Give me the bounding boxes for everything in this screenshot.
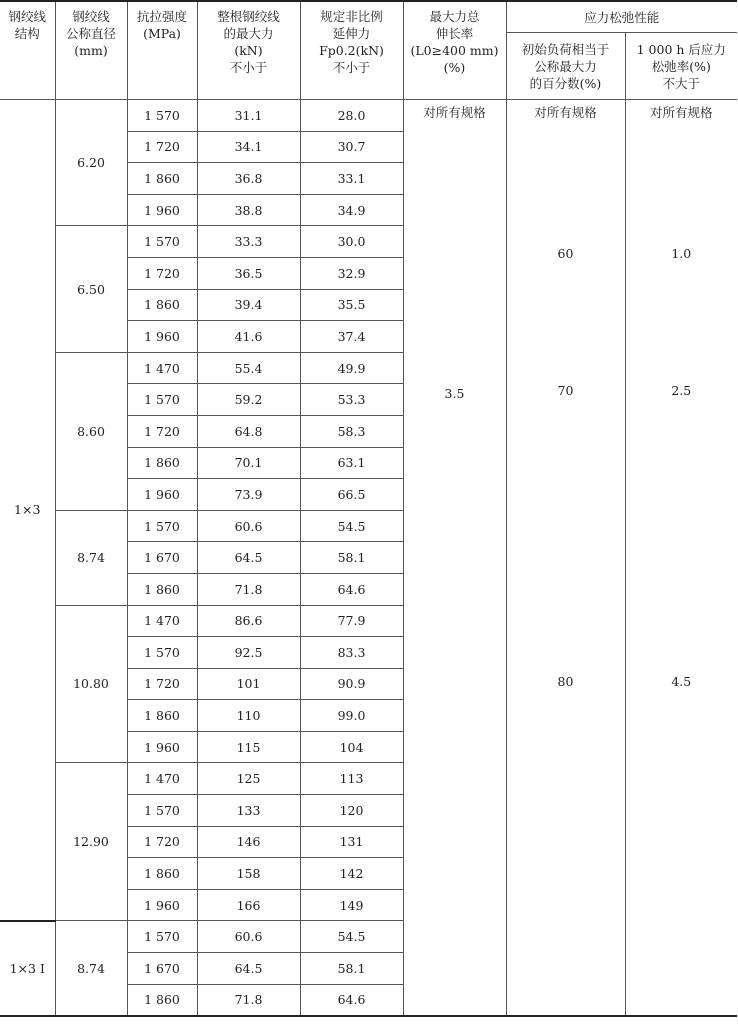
header-initial-load: 初始负荷相当于 公称最大力 的百分数(%) (506, 33, 625, 100)
max-force-cell: 60.6 (197, 510, 300, 542)
max-force-cell: 110 (197, 700, 300, 732)
diameter-cell: 6.50 (55, 226, 127, 352)
relaxation-rate-cell (625, 352, 737, 605)
relaxation-rate-cell (625, 605, 737, 1016)
structure-cell: 1×3 I (0, 921, 55, 1016)
yield-force-cell: 53.3 (300, 384, 403, 416)
max-force-cell: 31.1 (197, 100, 300, 132)
tensile-strength-cell: 1 570 (127, 226, 197, 258)
tensile-strength-cell: 1 720 (127, 415, 197, 447)
yield-force-cell: 149 (300, 889, 403, 921)
diameter-cell: 12.90 (55, 763, 127, 921)
yield-force-cell: 90.9 (300, 668, 403, 700)
tensile-strength-cell: 1 860 (127, 573, 197, 605)
max-force-cell: 101 (197, 668, 300, 700)
diameter-cell: 10.80 (55, 605, 127, 763)
relaxation-rate-value: 1.0 (671, 246, 692, 261)
max-force-cell: 146 (197, 826, 300, 858)
max-force-cell: 71.8 (197, 984, 300, 1016)
header-elongation: 最大力总 伸长率 (L0≥400 mm) (%) (403, 1, 506, 100)
yield-force-cell: 113 (300, 763, 403, 795)
yield-force-cell: 30.7 (300, 131, 403, 163)
tensile-strength-cell: 1 720 (127, 826, 197, 858)
table-body (0, 100, 737, 1017)
max-force-cell: 59.2 (197, 384, 300, 416)
tensile-strength-cell: 1 570 (127, 100, 197, 132)
header-max-force: 整根钢绞线 的最大力 (kN) 不小于 (197, 1, 300, 100)
tensile-strength-cell: 1 860 (127, 447, 197, 479)
max-force-cell: 70.1 (197, 447, 300, 479)
spec-note: 对所有规格 (650, 105, 713, 120)
header-yield-force: 规定非比例 延伸力 Fp0.2(kN) 不小于 (300, 1, 403, 100)
max-force-cell: 64.5 (197, 953, 300, 985)
max-force-cell: 71.8 (197, 573, 300, 605)
yield-force-cell: 99.0 (300, 700, 403, 732)
max-force-cell: 41.6 (197, 321, 300, 353)
yield-force-cell: 66.5 (300, 479, 403, 511)
relaxation-rate-cell (625, 100, 737, 353)
tensile-strength-cell: 1 570 (127, 510, 197, 542)
spec-note: 对所有规格 (534, 105, 597, 120)
tensile-strength-cell: 1 960 (127, 731, 197, 763)
max-force-cell: 73.9 (197, 479, 300, 511)
max-force-cell: 158 (197, 858, 300, 890)
tensile-strength-cell: 1 720 (127, 257, 197, 289)
max-force-cell: 64.5 (197, 542, 300, 574)
tensile-strength-cell: 1 670 (127, 953, 197, 985)
yield-force-cell: 33.1 (300, 163, 403, 195)
initial-load-value: 80 (557, 674, 574, 689)
tensile-strength-cell: 1 960 (127, 479, 197, 511)
diameter-cell: 8.74 (55, 510, 127, 605)
max-force-cell: 166 (197, 889, 300, 921)
yield-force-cell: 32.9 (300, 257, 403, 289)
tensile-strength-cell: 1 860 (127, 163, 197, 195)
diameter-cell: 8.74 (55, 921, 127, 1016)
spec-note: 对所有规格 (423, 105, 486, 120)
yield-force-cell: 54.5 (300, 510, 403, 542)
yield-force-cell: 34.9 (300, 194, 403, 226)
yield-force-cell: 49.9 (300, 352, 403, 384)
yield-force-cell: 64.6 (300, 573, 403, 605)
table-row (0, 352, 737, 384)
yield-force-cell: 83.3 (300, 637, 403, 669)
tensile-strength-cell: 1 720 (127, 131, 197, 163)
tensile-strength-cell: 1 570 (127, 795, 197, 827)
yield-force-cell: 37.4 (300, 321, 403, 353)
max-force-cell: 33.3 (197, 226, 300, 258)
header-tensile-strength: 抗拉强度 (MPa) (127, 1, 197, 100)
diameter-cell: 6.20 (55, 100, 127, 226)
yield-force-cell: 63.1 (300, 447, 403, 479)
tensile-strength-cell: 1 720 (127, 668, 197, 700)
yield-force-cell: 131 (300, 826, 403, 858)
initial-load-cell (506, 605, 625, 1016)
yield-force-cell: 64.6 (300, 984, 403, 1016)
elongation-cell (403, 100, 506, 1017)
yield-force-cell: 58.1 (300, 542, 403, 574)
table-row (0, 605, 737, 637)
table-row (0, 100, 737, 132)
max-force-cell: 34.1 (197, 131, 300, 163)
yield-force-cell: 58.3 (300, 415, 403, 447)
yield-force-cell: 104 (300, 731, 403, 763)
tensile-strength-cell: 1 860 (127, 700, 197, 732)
relaxation-rate-value: 4.5 (671, 674, 692, 689)
max-force-cell: 39.4 (197, 289, 300, 321)
tensile-strength-cell: 1 570 (127, 384, 197, 416)
tensile-strength-cell: 1 470 (127, 352, 197, 384)
max-force-cell: 60.6 (197, 921, 300, 953)
max-force-cell: 86.6 (197, 605, 300, 637)
max-force-cell: 38.8 (197, 194, 300, 226)
max-force-cell: 55.4 (197, 352, 300, 384)
tensile-strength-cell: 1 470 (127, 763, 197, 795)
max-force-cell: 64.8 (197, 415, 300, 447)
max-force-cell: 133 (197, 795, 300, 827)
tensile-strength-cell: 1 470 (127, 605, 197, 637)
max-force-cell: 36.8 (197, 163, 300, 195)
max-force-cell: 125 (197, 763, 300, 795)
tensile-strength-cell: 1 960 (127, 194, 197, 226)
max-force-cell: 92.5 (197, 637, 300, 669)
tensile-strength-cell: 1 570 (127, 637, 197, 669)
elongation-value: 3.5 (444, 386, 465, 401)
yield-force-cell: 35.5 (300, 289, 403, 321)
tensile-strength-cell: 1 570 (127, 921, 197, 953)
yield-force-cell: 28.0 (300, 100, 403, 132)
yield-force-cell: 54.5 (300, 921, 403, 953)
tensile-strength-cell: 1 860 (127, 289, 197, 321)
tensile-strength-cell: 1 860 (127, 984, 197, 1016)
yield-force-cell: 120 (300, 795, 403, 827)
header-diameter: 钢绞线 公称直径 (mm) (55, 1, 127, 100)
header-structure: 钢绞线 结构 (0, 1, 55, 100)
yield-force-cell: 77.9 (300, 605, 403, 637)
relaxation-rate-value: 2.5 (671, 383, 692, 399)
tensile-strength-cell: 1 860 (127, 858, 197, 890)
header-relaxation-rate: 1 000 h 后应力 松弛率(%) 不大于 (625, 33, 737, 100)
yield-force-cell: 142 (300, 858, 403, 890)
initial-load-cell (506, 352, 625, 605)
tensile-strength-cell: 1 670 (127, 542, 197, 574)
tensile-strength-cell: 1 960 (127, 321, 197, 353)
structure-cell: 1×3 (0, 100, 55, 921)
initial-load-value: 60 (557, 246, 574, 261)
max-force-cell: 36.5 (197, 257, 300, 289)
yield-force-cell: 30.0 (300, 226, 403, 258)
initial-load-value: 70 (557, 383, 574, 399)
initial-load-cell (506, 100, 625, 353)
yield-force-cell: 58.1 (300, 953, 403, 985)
diameter-cell: 8.60 (55, 352, 127, 510)
max-force-cell: 115 (197, 731, 300, 763)
tensile-strength-cell: 1 960 (127, 889, 197, 921)
header-relaxation: 应力松弛性能 (506, 1, 737, 33)
